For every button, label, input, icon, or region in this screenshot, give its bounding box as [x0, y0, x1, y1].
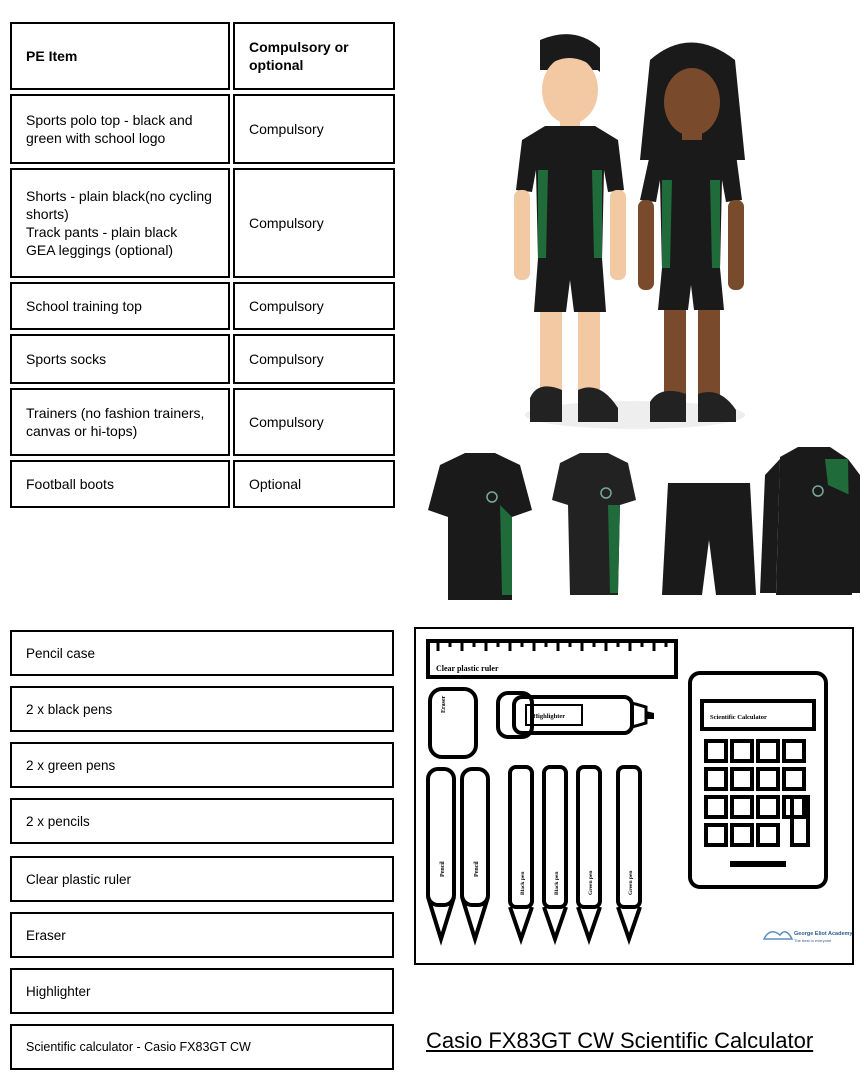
list-item — [10, 968, 394, 1014]
shorts — [662, 483, 756, 595]
list-item-text: 2 x pencils — [26, 813, 90, 829]
row-item-text: Football boots — [26, 476, 114, 492]
table-row-item — [10, 460, 230, 508]
row-status-text: Compulsory — [249, 215, 324, 231]
row-status-text: Optional — [249, 476, 302, 492]
green-pen-label: Green pen — [628, 870, 634, 895]
row-status-text: Compulsory — [249, 121, 324, 137]
highlighter-label: Highlighter — [533, 713, 566, 720]
row-item-text: Trainers (no fashion trainers, canvas or hi-tops) — [26, 405, 205, 439]
logo-name: George Eliot Academy — [794, 931, 853, 937]
polo-shirt-boys — [428, 453, 532, 600]
table-row-status — [233, 460, 395, 508]
table-row-status — [233, 94, 395, 164]
row-item-lines — [26, 187, 214, 259]
list-item — [10, 742, 394, 788]
training-top — [760, 447, 860, 595]
row-item-text: School training top — [26, 298, 142, 314]
row-item-line: GEA leggings (optional) — [26, 242, 174, 258]
uniform-items-image — [420, 445, 860, 610]
polo-shirt-girls — [552, 453, 636, 595]
list-item-text: Scientific calculator - Casio FX83GT CW — [26, 1040, 251, 1054]
list-item — [10, 686, 394, 732]
row-item-text: Sports polo top - black and green with school logo — [26, 112, 193, 146]
table-row-item — [10, 282, 230, 330]
list-item-text: Pencil case — [26, 645, 96, 661]
boy-figure — [514, 34, 626, 422]
list-item — [10, 798, 394, 844]
list-item — [10, 630, 394, 676]
eraser-label: Eraser — [441, 695, 447, 713]
list-item — [10, 912, 394, 958]
table-row-status — [233, 334, 395, 384]
list-item-text: 2 x black pens — [26, 701, 113, 717]
row-item-text: Sports socks — [26, 351, 107, 367]
black-pen-label: Black pen — [520, 871, 526, 895]
pe-uniform-figures-image — [500, 30, 770, 440]
header-pe-item — [10, 22, 230, 90]
table-row-item — [10, 388, 230, 456]
pencil-label: Pencil — [440, 861, 446, 877]
header-compulsory — [233, 22, 395, 90]
pencil-label: Pencil — [474, 861, 480, 877]
list-item-text: Clear plastic ruler — [26, 871, 132, 887]
list-item — [10, 856, 394, 902]
table-row-status — [233, 282, 395, 330]
header-compulsory-text: Compulsory or optional — [249, 39, 349, 73]
list-item — [10, 1024, 394, 1070]
black-pen-label: Black pen — [554, 871, 560, 895]
list-item-text: Highlighter — [26, 983, 91, 999]
girl-figure — [638, 43, 745, 423]
table-row-status — [233, 168, 395, 278]
table-row-item — [10, 94, 230, 164]
calculator-link[interactable]: Casio FX83GT CW Scientific Calculator — [426, 1028, 814, 1053]
row-status-text: Compulsory — [249, 298, 324, 314]
row-item-line: Shorts - plain black(no cycling shorts) — [26, 188, 212, 222]
table-row-status — [233, 388, 395, 456]
list-item-text: 2 x green pens — [26, 757, 116, 773]
table-row-item — [10, 168, 230, 278]
row-status-text: Compulsory — [249, 414, 324, 430]
stationery-equipment-image — [414, 627, 854, 965]
ruler-label: Clear plastic ruler — [436, 664, 499, 673]
table-row-item — [10, 334, 230, 384]
header-pe-item-text: PE Item — [26, 48, 78, 64]
list-item-text: Eraser — [26, 927, 66, 943]
logo-tagline: The best in everyone — [794, 938, 832, 943]
row-item-line: Track pants - plain black — [26, 224, 178, 240]
row-status-text: Compulsory — [249, 351, 324, 367]
calculator-label: Scientific Calculator — [710, 714, 767, 721]
green-pen-label: Green pen — [588, 870, 594, 895]
